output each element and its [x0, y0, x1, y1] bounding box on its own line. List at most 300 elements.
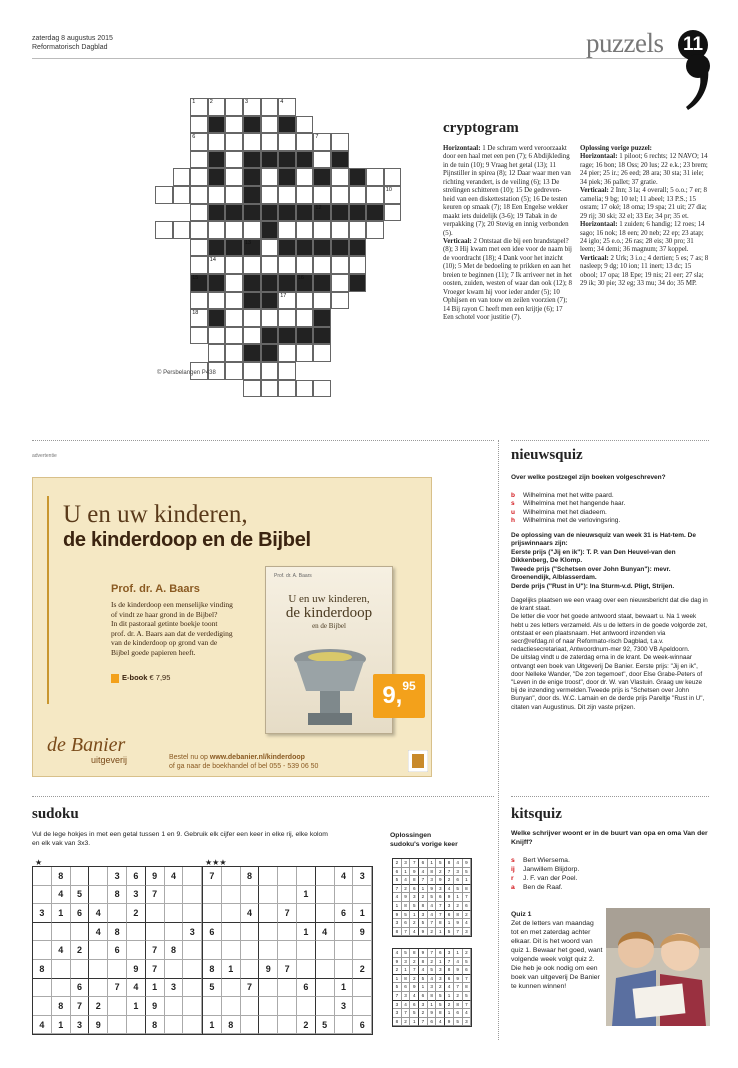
crossword-cell: [190, 98, 208, 116]
sudoku-cell[interactable]: [241, 941, 260, 960]
crossword-cell: [243, 151, 261, 169]
crossword-cell: [243, 327, 261, 345]
solution-cell: 6: [419, 992, 428, 1001]
sudoku-cell[interactable]: [108, 997, 127, 1016]
crossword-cell: [225, 98, 243, 116]
crossword-cell: [261, 151, 279, 169]
solution-cell: 9: [428, 885, 437, 894]
crossword-cell: [261, 204, 279, 222]
sudoku-cell[interactable]: [146, 904, 165, 923]
sudoku-cell[interactable]: [259, 867, 278, 886]
book-title-line1: U en uw kinderen,: [288, 593, 370, 605]
sudoku-cell[interactable]: [165, 886, 184, 905]
sudoku-cell[interactable]: [278, 923, 297, 942]
sudoku-cell[interactable]: [297, 867, 316, 886]
sudoku-cell: 2: [353, 960, 372, 979]
sudoku-cell[interactable]: [259, 979, 278, 998]
solution-cell: 7: [445, 958, 454, 967]
solution-cell: 5: [428, 966, 437, 975]
crossword-cell: [261, 116, 279, 134]
solution-cell: 4: [454, 958, 463, 967]
crossword-cell: [366, 204, 384, 222]
solution-cell: 7: [410, 966, 419, 975]
sudoku-cell[interactable]: [278, 979, 297, 998]
option-letter: u: [511, 508, 515, 516]
crossword-cell: [366, 186, 384, 204]
solution-cell: 1: [445, 1009, 454, 1018]
sudoku-cell[interactable]: [108, 904, 127, 923]
crossword-cell: [331, 239, 349, 257]
sudoku-cell[interactable]: [241, 923, 260, 942]
crossword-cell: [190, 309, 208, 327]
sudoku-cell[interactable]: [297, 941, 316, 960]
crossword-cell: [296, 344, 314, 362]
sudoku-cell: 5: [71, 886, 90, 905]
solution-cell: 6: [436, 893, 445, 902]
sudoku-cell: 8: [52, 867, 71, 886]
crossword-cell: [190, 151, 208, 169]
solution-grid-2: [392, 948, 472, 1027]
sudoku-cell[interactable]: [335, 960, 354, 979]
crossword-cell: [278, 186, 296, 204]
sudoku-cell[interactable]: [203, 886, 222, 905]
option-text: Wilhelmina met het diadeem.: [523, 508, 607, 516]
sudoku-cell[interactable]: [33, 997, 52, 1016]
option-letter: b: [511, 491, 515, 499]
sudoku-cell[interactable]: [33, 979, 52, 998]
solution-cell: 1: [402, 868, 411, 877]
option-text: Wilhelmina met het witte paard.: [523, 491, 614, 499]
kitsquiz-body: [511, 829, 711, 892]
sudoku-cell: 2: [297, 1016, 316, 1035]
sudoku-cell[interactable]: [183, 997, 202, 1016]
crossword-cell: [296, 274, 314, 292]
crossword-cell: [366, 221, 384, 239]
solution-cell: 5: [454, 1018, 463, 1027]
crossword-cell: [208, 151, 226, 169]
crossword-copyright: © Persbelangen P438: [157, 370, 216, 376]
crossword-cell: [313, 256, 331, 274]
sudoku-cell: 7: [146, 960, 165, 979]
book-title-line2: de kinderdoop: [285, 605, 373, 621]
crossword-cell: [190, 221, 208, 239]
crossword-number: 14: [209, 257, 216, 264]
crossword-cell: [225, 204, 243, 222]
sudoku-cell[interactable]: [222, 904, 241, 923]
option-letter: ij: [511, 866, 515, 873]
sudoku-cell[interactable]: [241, 886, 260, 905]
crossword-cell: [278, 327, 296, 345]
crossword-cell: [208, 309, 226, 327]
sudoku-cell[interactable]: [316, 997, 335, 1016]
sudoku-cell[interactable]: [259, 941, 278, 960]
sudoku-cell[interactable]: [183, 904, 202, 923]
sudoku-cell[interactable]: [127, 941, 146, 960]
sudoku-cell: 4: [165, 867, 184, 886]
divider: [511, 796, 709, 797]
crossword-cell: [313, 168, 331, 186]
solution-cell: 9: [463, 859, 472, 868]
sudoku-cell[interactable]: [52, 923, 71, 942]
solution-cell: 3: [454, 868, 463, 877]
crossword-cell: [261, 292, 279, 310]
solution-cell: 4: [463, 1009, 472, 1018]
sudoku-cell: 1: [222, 960, 241, 979]
sudoku-cell[interactable]: [353, 979, 372, 998]
sudoku-cell[interactable]: [222, 979, 241, 998]
sudoku-cell[interactable]: [71, 960, 90, 979]
solution-cell: 7: [436, 902, 445, 911]
sudoku-cell[interactable]: [278, 997, 297, 1016]
solution-cell: 8: [410, 949, 419, 958]
sudoku-cell[interactable]: [203, 941, 222, 960]
sudoku-cell[interactable]: [259, 1016, 278, 1035]
order-prefix: Bestel nu op: [169, 754, 210, 761]
sudoku-cell[interactable]: [89, 979, 108, 998]
crossword-cell: [208, 168, 226, 186]
sudoku-cell[interactable]: [316, 867, 335, 886]
sudoku-cell[interactable]: [89, 886, 108, 905]
sudoku-cell: 6: [353, 1016, 372, 1035]
sudoku-cell: 4: [316, 923, 335, 942]
crossword-cell: [225, 186, 243, 204]
sudoku-cell: 7: [278, 904, 297, 923]
solution-cell: 7: [419, 876, 428, 885]
crossword-cell: [261, 274, 279, 292]
sudoku-cell: 3: [71, 1016, 90, 1035]
nieuwsquiz-option: [511, 517, 709, 526]
solution-cell: 4: [454, 859, 463, 868]
sudoku-cell[interactable]: [335, 941, 354, 960]
sudoku-cell[interactable]: [259, 904, 278, 923]
sudoku-cell[interactable]: [222, 923, 241, 942]
solution-cell: 1: [419, 983, 428, 992]
solution-cell: 2: [454, 992, 463, 1001]
solution-cell: 5: [410, 902, 419, 911]
solution-cell: 9: [402, 893, 411, 902]
sudoku-cell[interactable]: [335, 1016, 354, 1035]
crossword-cell: [208, 133, 226, 151]
sudoku-cell[interactable]: [316, 979, 335, 998]
sudoku-cell[interactable]: [127, 1016, 146, 1035]
solution-cell: 6: [402, 983, 411, 992]
option-text: Wilhelmina met de verlovingsring.: [523, 517, 621, 524]
sudoku-cell[interactable]: [241, 960, 260, 979]
crossword-cell: [190, 116, 208, 134]
solution-cell: 5: [436, 1001, 445, 1010]
sudoku-cell[interactable]: [335, 923, 354, 942]
sudoku-cell[interactable]: [33, 941, 52, 960]
crossword-cell: [225, 221, 243, 239]
sudoku-cell[interactable]: [71, 867, 90, 886]
solution-cell: 6: [393, 868, 402, 877]
sudoku-cell[interactable]: [146, 923, 165, 942]
solution-cell: 4: [463, 919, 472, 928]
sudoku-cell: 7: [108, 979, 127, 998]
crossword-cell: [155, 221, 173, 239]
sudoku-cell[interactable]: [222, 886, 241, 905]
solution-cell: 1: [454, 949, 463, 958]
solution-cell: 8: [463, 885, 472, 894]
sudoku-cell: 3: [165, 979, 184, 998]
crossword-cell: [261, 186, 279, 204]
crossword-number: 12: [315, 204, 322, 211]
crossword-cell: [208, 204, 226, 222]
sudoku-cell[interactable]: [127, 923, 146, 942]
solution-cell: 3: [393, 1009, 402, 1018]
crossword-cell: [278, 256, 296, 274]
solution-cell: 7: [428, 949, 437, 958]
sudoku-cell: 4: [335, 867, 354, 886]
sudoku-cell[interactable]: [278, 941, 297, 960]
crossword-cell: [296, 186, 314, 204]
sudoku-cell[interactable]: [183, 960, 202, 979]
sudoku-cell[interactable]: [33, 867, 52, 886]
order-phone: of ga naar de boekhandel of bel 055 - 539 06 50: [169, 763, 319, 770]
crossword-cell: [313, 344, 331, 362]
sudoku-cell: 9: [89, 1016, 108, 1035]
sudoku-cell[interactable]: [108, 1016, 127, 1035]
sudoku-cell[interactable]: [353, 997, 372, 1016]
sudoku-cell[interactable]: [165, 1016, 184, 1035]
sudoku-cell[interactable]: [203, 997, 222, 1016]
kitsquiz-option: [511, 865, 711, 874]
crossword-cell: [349, 221, 367, 239]
sudoku-solutions-title: Oplossingen sudoku's vorige keer: [390, 832, 458, 848]
solution-cell: 7: [419, 1018, 428, 1027]
solution-cell: 6: [463, 966, 472, 975]
sudoku-cell[interactable]: [183, 941, 202, 960]
sudoku-cell[interactable]: [316, 960, 335, 979]
solution-cell: 8: [402, 975, 411, 984]
book-author: Prof. dr. A. Baars: [274, 573, 312, 579]
sudoku-cell[interactable]: [52, 979, 71, 998]
solution-cell: 6: [402, 919, 411, 928]
sudoku-cell[interactable]: [222, 997, 241, 1016]
sudoku-cell[interactable]: [259, 886, 278, 905]
sudoku-cell[interactable]: [33, 923, 52, 942]
sudoku-cell[interactable]: [353, 886, 372, 905]
solution-cell: 8: [402, 902, 411, 911]
crossword-cell: [243, 309, 261, 327]
solution-cell: 5: [463, 958, 472, 967]
crossword-cell: [331, 292, 349, 310]
solution-cell: 9: [393, 958, 402, 967]
solution-cell: 1: [428, 859, 437, 868]
solution-cell: 4: [410, 928, 419, 937]
crossword-cell: [278, 168, 296, 186]
publisher-logo: de Banier: [47, 734, 126, 756]
sudoku-cell: 6: [335, 904, 354, 923]
solution-cell: 4: [419, 966, 428, 975]
sudoku-cell: 6: [297, 979, 316, 998]
solution-cell: 8: [454, 1001, 463, 1010]
crossword-cell: [296, 151, 314, 169]
sudoku-cell[interactable]: [316, 904, 335, 923]
sudoku-cell[interactable]: [183, 886, 202, 905]
solution-cell: 5: [419, 975, 428, 984]
sudoku-cell[interactable]: [71, 923, 90, 942]
crossword-cell: [225, 239, 243, 257]
solution-cell: 8: [428, 868, 437, 877]
ebook-icon: [111, 674, 119, 683]
sudoku-cell: 8: [165, 941, 184, 960]
ad-accent-bar: [47, 496, 49, 704]
crossword-cell: [225, 256, 243, 274]
solution-cell: 4: [436, 1018, 445, 1027]
sudoku-cell[interactable]: [108, 960, 127, 979]
solution-cell: 2: [463, 949, 472, 958]
sudoku-cell[interactable]: [165, 960, 184, 979]
sudoku-cell: 3: [335, 997, 354, 1016]
nieuwsquiz-options: [511, 492, 709, 526]
crossword-cell: [278, 204, 296, 222]
kitsquiz-instructions: Zet de letters van maandag tot en met zaterdag achter elkaar. Dit is het woord van quiz 1. Bewaar het goed, want volgende week volgt quiz 2. Die heb je ook nodig om een boek van uitgeverij De Banier te kunnen winnen!: [511, 920, 603, 990]
page-number: 11: [678, 30, 708, 60]
sudoku-cell[interactable]: [165, 923, 184, 942]
crossword-cell: [208, 116, 226, 134]
solution-cell: 7: [436, 911, 445, 920]
sudoku-cell[interactable]: [278, 1016, 297, 1035]
crossword-cell: [331, 221, 349, 239]
sudoku-cell[interactable]: [297, 960, 316, 979]
crossword-cell: [296, 239, 314, 257]
solution-cell: 1: [410, 911, 419, 920]
solution-cell: 3: [410, 893, 419, 902]
solution-cell: 5: [436, 992, 445, 1001]
solution-cell: 3: [436, 966, 445, 975]
crossword-cell: [225, 151, 243, 169]
sudoku-cell[interactable]: [183, 867, 202, 886]
sudoku-cell: 1: [127, 997, 146, 1016]
header-date: [32, 34, 113, 52]
sudoku-cell[interactable]: [183, 979, 202, 998]
crossword-cell: [190, 327, 208, 345]
crossword-cell: [190, 239, 208, 257]
solution-cell: 2: [445, 876, 454, 885]
solution-cell: 6: [428, 1018, 437, 1027]
crossword-cell: [296, 116, 314, 134]
solution-cell: 9: [454, 975, 463, 984]
crossword-cell: [331, 204, 349, 222]
sudoku-cell[interactable]: [222, 867, 241, 886]
solution-cell: 4: [393, 949, 402, 958]
crossword-number: 18: [192, 310, 199, 317]
solution-cell: 2: [402, 1018, 411, 1027]
sudoku-cell[interactable]: [278, 867, 297, 886]
sudoku-cell: 8: [108, 923, 127, 942]
crossword-cell: [296, 292, 314, 310]
sudoku-cell[interactable]: [241, 1016, 260, 1035]
crossword-cell: [208, 239, 226, 257]
sudoku-cell[interactable]: [241, 997, 260, 1016]
sudoku-cell[interactable]: [259, 923, 278, 942]
solution-cell: 9: [393, 911, 402, 920]
solution-cell: 6: [454, 876, 463, 885]
sudoku-cell[interactable]: [89, 960, 108, 979]
option-text: Wilhelmina met het hangende haar.: [523, 500, 626, 507]
crossword-cell: [243, 362, 261, 380]
solution-cell: 7: [402, 1009, 411, 1018]
crossword-cell: [261, 344, 279, 362]
solution-cell: 6: [410, 1001, 419, 1010]
solution-cell: 7: [463, 1001, 472, 1010]
crossword-cell: [225, 327, 243, 345]
sudoku-cell[interactable]: [183, 1016, 202, 1035]
sudoku-cell[interactable]: [203, 904, 222, 923]
sudoku-cell[interactable]: [259, 997, 278, 1016]
nieuwsquiz-option: [511, 509, 709, 518]
publisher-subtitle: uitgeverij: [91, 755, 128, 765]
crossword-cell: [296, 168, 314, 186]
sudoku-cell[interactable]: [33, 886, 52, 905]
crossword-cell: [243, 98, 261, 116]
sudoku-cell: 6: [71, 979, 90, 998]
solution-cell: 7: [463, 975, 472, 984]
sudoku-cell[interactable]: [335, 886, 354, 905]
sudoku-cell[interactable]: [297, 904, 316, 923]
solution-cell: 6: [445, 911, 454, 920]
sudoku-cell[interactable]: [222, 941, 241, 960]
ad-order-info: [169, 753, 318, 771]
option-letter: r: [511, 875, 514, 882]
solution-cell: 3: [463, 928, 472, 937]
sudoku-cell[interactable]: [89, 867, 108, 886]
sudoku-cell: 6: [203, 923, 222, 942]
sudoku-cell[interactable]: [316, 941, 335, 960]
crossword-number: 2: [209, 99, 213, 105]
solution-cell: 8: [393, 1018, 402, 1027]
solution-cell: 7: [393, 885, 402, 894]
crossword-cell: [384, 168, 402, 186]
option-text: Ben de Raaf.: [523, 884, 563, 891]
sudoku-cell[interactable]: [297, 997, 316, 1016]
advertisement[interactable]: [32, 477, 432, 777]
solution-cell: 1: [428, 1001, 437, 1010]
crossword-cell: [261, 221, 279, 239]
crossword-cell: [313, 327, 331, 345]
solution-cell: 8: [419, 902, 428, 911]
ad-body: Is de kinderdoop een menselijke vinding of vindt ze haar grond in de Bijbel? In dit pastoraal getinte boekje toont prof. dr. A. Baars aan dat de verdediging van de kinderdoop op grond van de Bijbel goede papieren heeft.: [111, 600, 233, 657]
solution-cell: 9: [445, 893, 454, 902]
crossword-cell: [331, 274, 349, 292]
sudoku-cell[interactable]: [278, 886, 297, 905]
sudoku-cell: 5: [203, 979, 222, 998]
kitsquiz-option: [511, 874, 711, 883]
solution-cell: 7: [410, 859, 419, 868]
solution-cell: 3: [428, 983, 437, 992]
crossword-number: 13: [245, 239, 252, 246]
option-text: J. F. van der Poel.: [523, 875, 578, 882]
order-link[interactable]: www.debanier.nl/kinderdoop: [209, 754, 305, 761]
sudoku-cell[interactable]: [353, 941, 372, 960]
crossword-cell: [261, 327, 279, 345]
crossword-cell: [155, 186, 173, 204]
solution-cell: 8: [428, 992, 437, 1001]
sudoku-cell[interactable]: [165, 997, 184, 1016]
sudoku-cell: 1: [146, 979, 165, 998]
crossword-cell: [331, 151, 349, 169]
sudoku-cell[interactable]: [89, 941, 108, 960]
solution-cell: 1: [445, 992, 454, 1001]
sudoku-cell[interactable]: [165, 904, 184, 923]
solution-cell: 3: [419, 1001, 428, 1010]
sudoku-cell[interactable]: [316, 886, 335, 905]
sudoku-cell: 9: [146, 997, 165, 1016]
sudoku-cell[interactable]: [52, 960, 71, 979]
solution-cell: 9: [454, 966, 463, 975]
sudoku-cell: 8: [241, 867, 260, 886]
